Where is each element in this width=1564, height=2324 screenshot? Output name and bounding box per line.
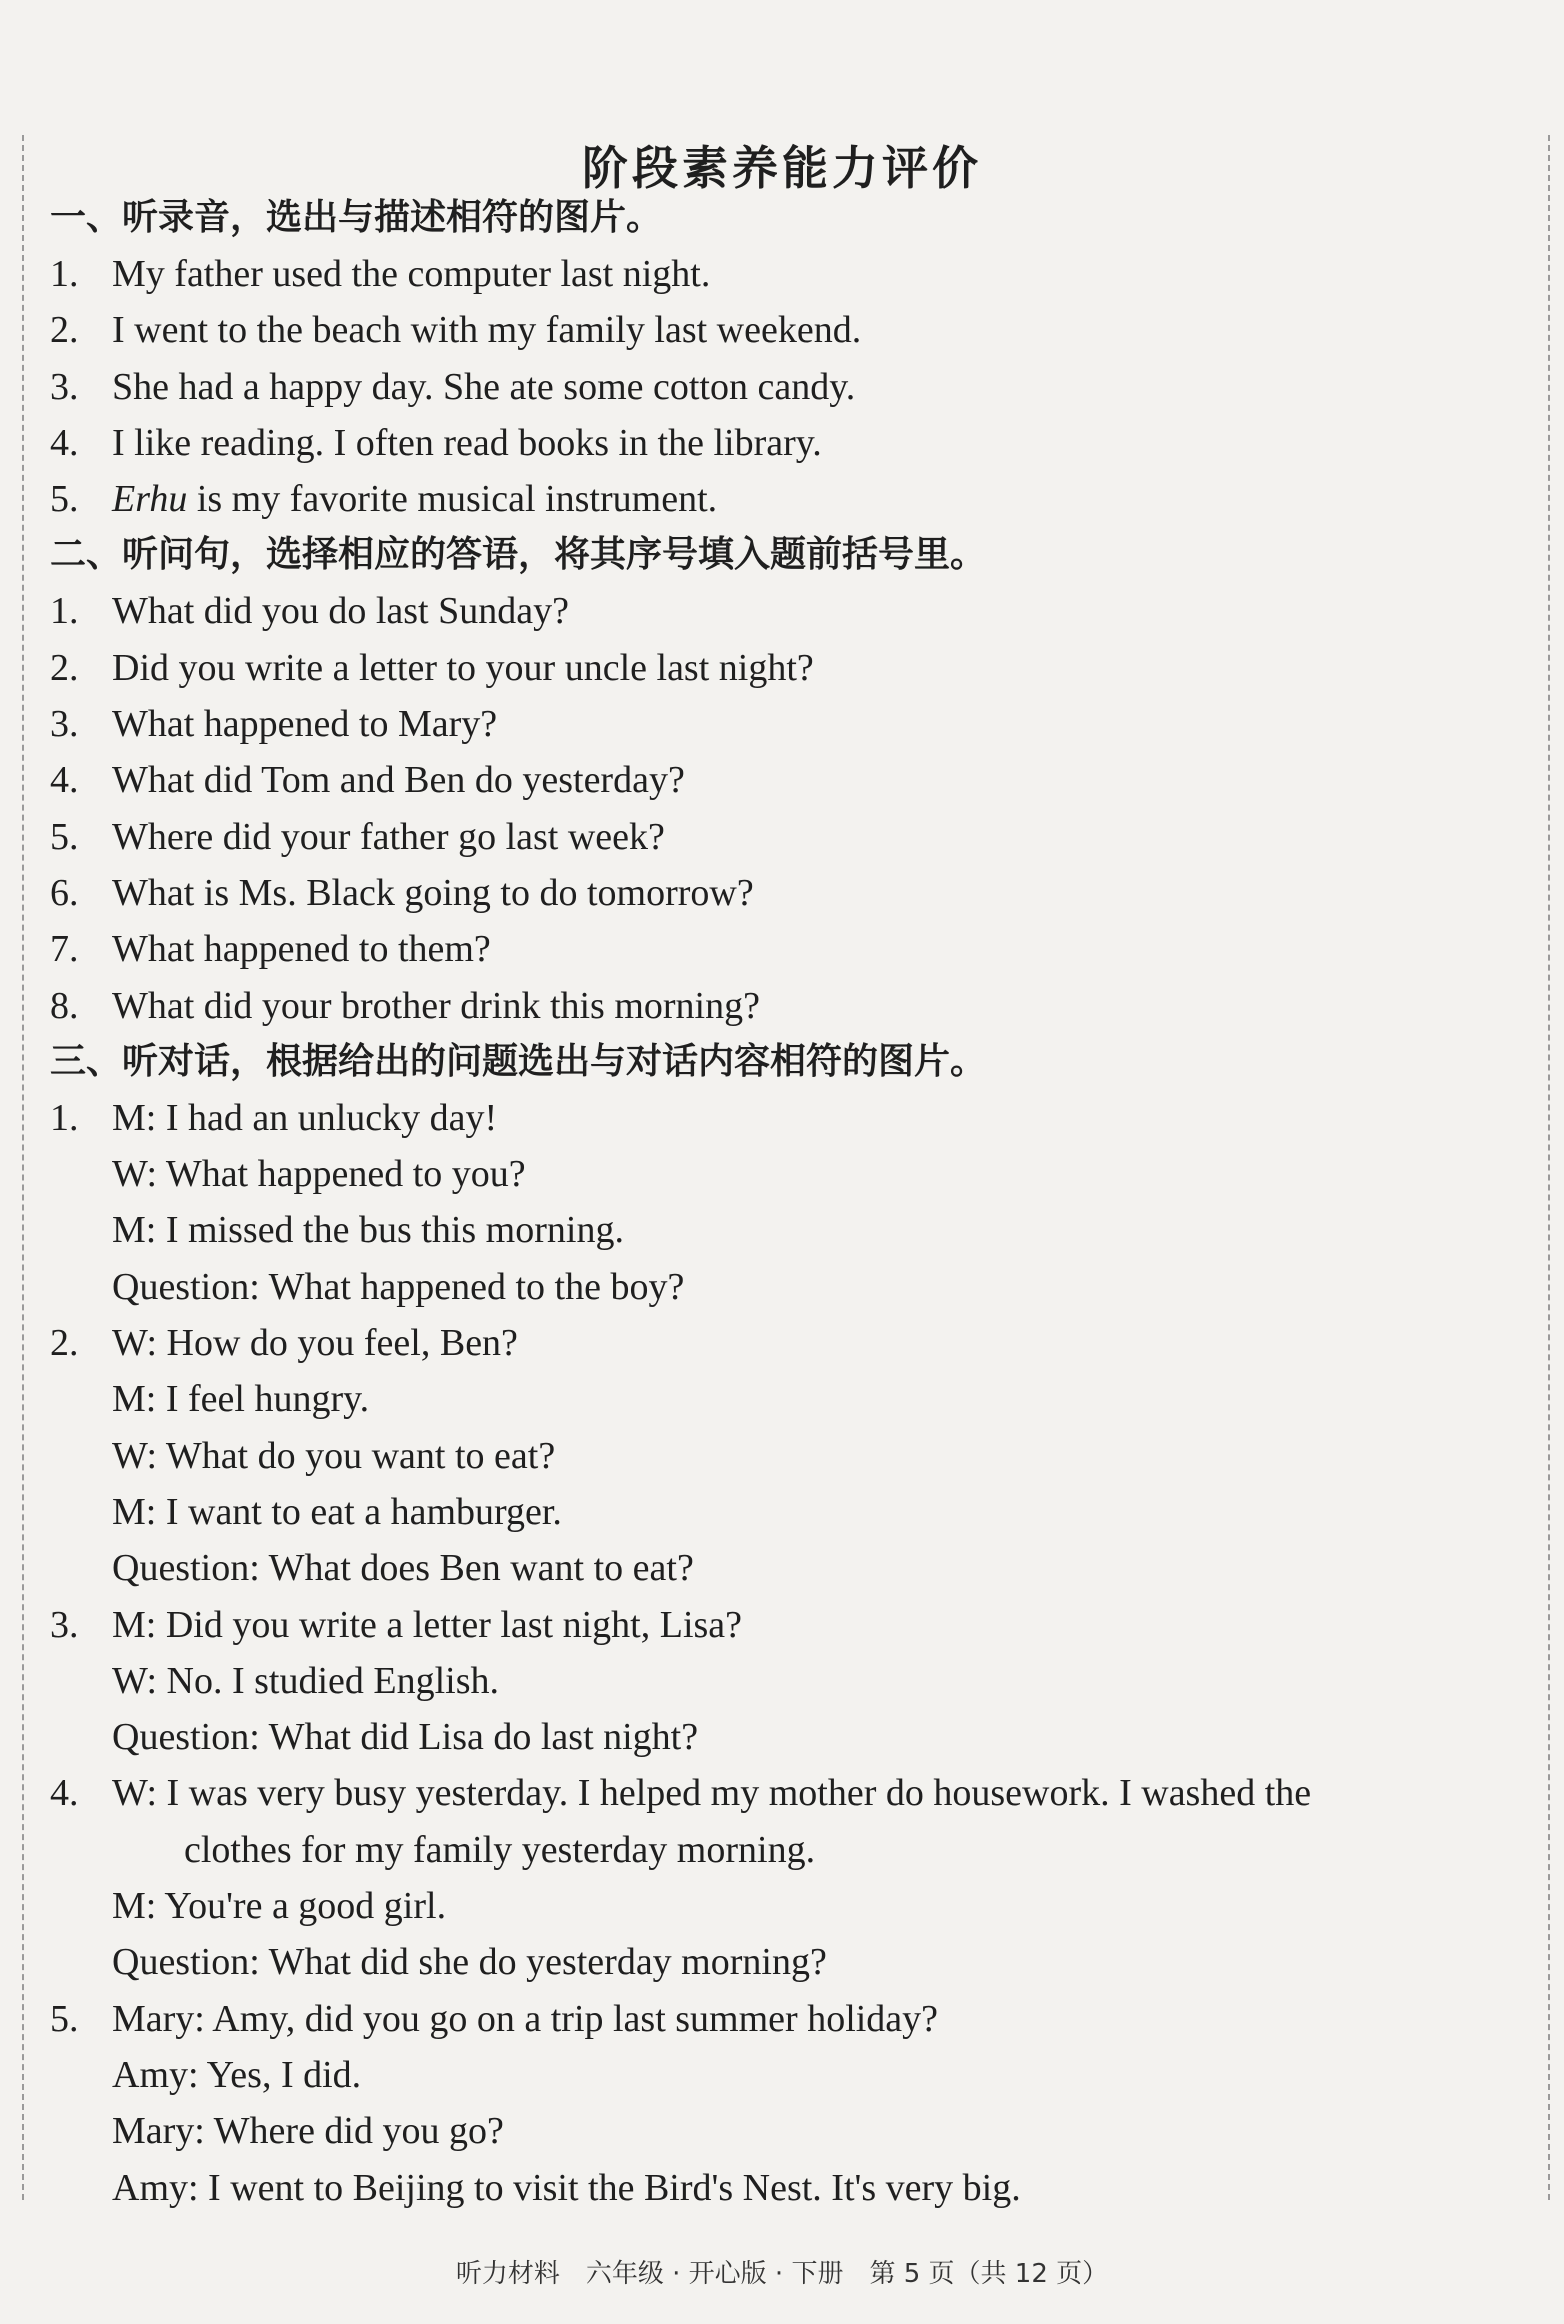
item-number: 4.: [50, 1772, 79, 1815]
item-number: 3.: [50, 365, 79, 408]
line-text: She had a happy day. She ate some cotton candy.: [112, 365, 856, 408]
text-line: [50, 1090, 1550, 1146]
item-number: 4.: [50, 421, 79, 464]
line-text: What did Tom and Ben do yesterday?: [112, 759, 685, 802]
item-number: 3.: [50, 703, 79, 746]
line-text: M: I missed the bus this morning.: [112, 1209, 624, 1252]
line-text: clothes for my family yesterday morning.: [184, 1828, 816, 1871]
line-text: I went to the beach with my family last weekend.: [112, 309, 862, 352]
line-text: Question: What happened to the boy?: [112, 1265, 685, 1308]
line-text: Did you write a letter to your uncle last night?: [112, 646, 814, 689]
line-text: is my favorite musical instrument.: [187, 478, 718, 521]
text-line: [50, 471, 1550, 527]
italic-term: Erhu: [112, 478, 188, 521]
page-title: 阶段素养能力评价: [582, 141, 982, 195]
section-heading: 二、听问句，选择相应的答语，将其序号填入题前括号里。: [50, 534, 987, 576]
line-text: Question: What does Ben want to eat?: [112, 1547, 694, 1590]
text-line: [50, 752, 1550, 808]
line-text: I like reading. I often read books in the library.: [112, 421, 822, 464]
text-line: [50, 1597, 1550, 1653]
section-1: [50, 190, 1550, 527]
item-number: 1.: [50, 590, 79, 633]
section-heading: 一、听录音，选出与描述相符的图片。: [50, 197, 663, 238]
section-2: [50, 527, 1550, 1033]
text-line: [50, 1315, 1550, 1371]
line-text: Where did your father go last week?: [112, 815, 665, 858]
text-line: [50, 1146, 1550, 1202]
item-number: 5.: [50, 1997, 79, 2040]
text-line: [50, 809, 1550, 865]
text-line: [50, 1934, 1550, 1990]
text-line: [50, 1540, 1550, 1596]
line-text: Amy: I went to Beijing to visit the Bird's Nest. It's very big.: [112, 2166, 1021, 2209]
text-line: [50, 1765, 1550, 1821]
item-number: 3.: [50, 1603, 79, 1646]
text-line: [50, 640, 1550, 696]
item-number: 6.: [50, 871, 79, 914]
line-text: W: What do you want to eat?: [112, 1434, 556, 1477]
text-line: [50, 1428, 1550, 1484]
text-line: [50, 1484, 1550, 1540]
line-text: M: I feel hungry.: [112, 1378, 370, 1421]
text-line: [50, 2047, 1550, 2103]
text-line: [50, 1709, 1550, 1765]
item-number: 2.: [50, 309, 79, 352]
text-line: [50, 246, 1550, 302]
line-text: Mary: Where did you go?: [112, 2110, 504, 2153]
line-text: My father used the computer last night.: [112, 253, 711, 295]
line-text: M: You're a good girl.: [112, 1885, 447, 1928]
text-line: [50, 1991, 1550, 2047]
item-number: 2.: [50, 1322, 79, 1365]
text-line: [50, 865, 1550, 921]
line-text: What happened to Mary?: [112, 703, 498, 746]
text-line: [50, 583, 1550, 639]
text-line: [50, 359, 1550, 415]
section-heading: 三、听对话，根据给出的问题选出与对话内容相符的图片。: [50, 1040, 987, 1082]
item-number: 8.: [50, 984, 79, 1027]
text-line: [50, 696, 1550, 752]
line-text: M: I want to eat a hamburger.: [112, 1490, 562, 1533]
text-line: [50, 1878, 1550, 1934]
line-text: Mary: Amy, did you go on a trip last summer holiday?: [112, 1997, 939, 2040]
left-binding-line: [22, 135, 24, 2200]
listening-material: [50, 190, 1550, 2216]
line-text: Question: What did she do yesterday morning?: [112, 1941, 827, 1984]
item-number: 2.: [50, 646, 79, 689]
line-text: What did you do last Sunday?: [112, 590, 569, 633]
line-text: M: Did you write a letter last night, Lisa?: [112, 1603, 743, 1646]
text-line: [50, 2103, 1550, 2159]
text-line: [50, 415, 1550, 471]
line-text: What did your brother drink this morning?: [112, 984, 760, 1027]
page-footer: 听力材料 六年级 · 开心版 · 下册 第 5 页（共 12 页）: [455, 2259, 1109, 2289]
text-line: [50, 1653, 1550, 1709]
line-text: W: I was very busy yesterday. I helped my mother do housework. I washed the: [112, 1772, 1312, 1815]
item-number: 4.: [50, 759, 79, 802]
line-text: What happened to them?: [112, 928, 491, 971]
text-line: [50, 2160, 1550, 2216]
line-text: Question: What did Lisa do last night?: [112, 1716, 699, 1759]
line-text: Amy: Yes, I did.: [112, 2053, 362, 2096]
text-line: [50, 1202, 1550, 1258]
text-line: [50, 1259, 1550, 1315]
item-number: 1.: [50, 1096, 79, 1139]
item-number: 1.: [50, 253, 79, 295]
text-line: [50, 1822, 1550, 1878]
text-line: [50, 1371, 1550, 1427]
section-3: [50, 1034, 1550, 2216]
line-text: What is Ms. Black going to do tomorrow?: [112, 871, 754, 914]
item-number: 7.: [50, 928, 79, 971]
line-text: W: How do you feel, Ben?: [112, 1322, 518, 1365]
line-text: M: I had an unlucky day!: [112, 1096, 498, 1139]
item-number: 5.: [50, 815, 79, 858]
text-line: [50, 302, 1550, 358]
text-line: [50, 921, 1550, 977]
text-line: [50, 978, 1550, 1034]
line-text: W: What happened to you?: [112, 1153, 526, 1196]
line-text: W: No. I studied English.: [112, 1659, 499, 1702]
item-number: 5.: [50, 478, 79, 521]
